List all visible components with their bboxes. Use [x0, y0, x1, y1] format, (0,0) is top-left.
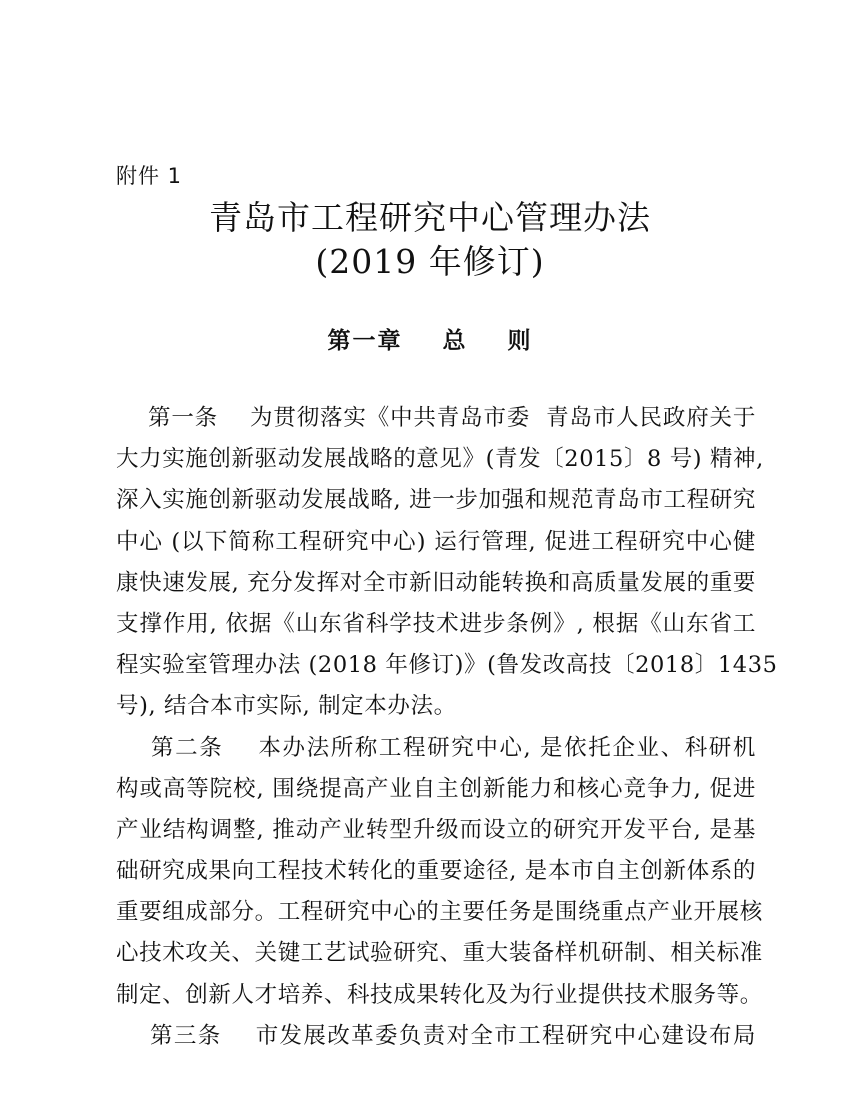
attachment-label: 附件 1 [116, 164, 183, 188]
chapter-heading: 第一章 总 则 [327, 328, 533, 354]
body-line [116, 769, 756, 810]
body-line [116, 604, 756, 645]
body-line [116, 645, 778, 686]
body-line-text: 深入实施创新驱动发展战略, 进一步加强和规范青岛市工程研究 [116, 487, 756, 514]
body-line-text: 产业结构调整, 推动产业转型升级而设立的研究开发平台, 是基 [116, 816, 756, 843]
body-line-text: 康快速发展, 充分发挥对全市新旧动能转换和高质量发展的重要 [116, 569, 756, 596]
body-line-text: 制定、创新人才培养、科技成果转化及为行业提供技术服务等。 [116, 981, 763, 1008]
body-line [116, 975, 763, 1016]
body-line [116, 892, 763, 933]
document-subtitle: (2019 年修订) [315, 242, 545, 281]
body-line [116, 810, 756, 851]
body-line [116, 851, 756, 892]
body-line-text: 市发展改革委负责对全市工程研究中心建设布局 [221, 1022, 757, 1049]
document-title: 青岛市工程研究中心管理办法 [209, 198, 651, 237]
body-line-text: 中心 (以下简称工程研究中心) 运行管理, 促进工程研究中心健 [116, 528, 756, 555]
body-line-text: 为贯彻落实《中共青岛市委 青岛市人民政府关于 [218, 405, 756, 431]
body-line-text: 构或高等院校, 围绕提高产业自主创新能力和核心竞争力, 促进 [116, 775, 756, 802]
body-line-text: 础研究成果向工程技术转化的重要途径, 是本市自主创新体系的 [116, 858, 756, 885]
body-line-text: 大力实施创新驱动发展战略的意见》(青发〔2015〕8 号) 精神, [116, 446, 764, 473]
article-heading: 第三条 [116, 1022, 222, 1049]
body-line [116, 563, 756, 604]
body-line-text: 程实验室管理办法 (2018 年修订)》(鲁发改高技〔2018〕1435 [116, 652, 778, 679]
body-line [116, 686, 756, 727]
body-line [116, 398, 756, 439]
body-line-text: 支撑作用, 依据《山东省科学技术进步条例》, 根据《山东省工 [116, 610, 756, 637]
body-line [116, 933, 763, 974]
body-line-text: 心技术攻关、关键工艺试验研究、重大装备样机研制、相关标准 [116, 940, 763, 967]
body-line [116, 439, 764, 480]
body-line [116, 522, 756, 563]
article-heading: 第二条 [116, 734, 224, 761]
article-heading: 第一条 [116, 405, 219, 431]
body-line [116, 728, 756, 769]
body-text [116, 398, 778, 1057]
body-line [116, 1016, 756, 1057]
body-line [116, 480, 756, 521]
body-line-text: 本办法所称工程研究中心, 是依托企业、科研机 [223, 734, 757, 761]
body-line-text: 重要组成部分。工程研究中心的主要任务是围绕重点产业开展核 [116, 899, 763, 926]
body-line-text: 号), 结合本市实际, 制定本办法。 [116, 693, 457, 720]
